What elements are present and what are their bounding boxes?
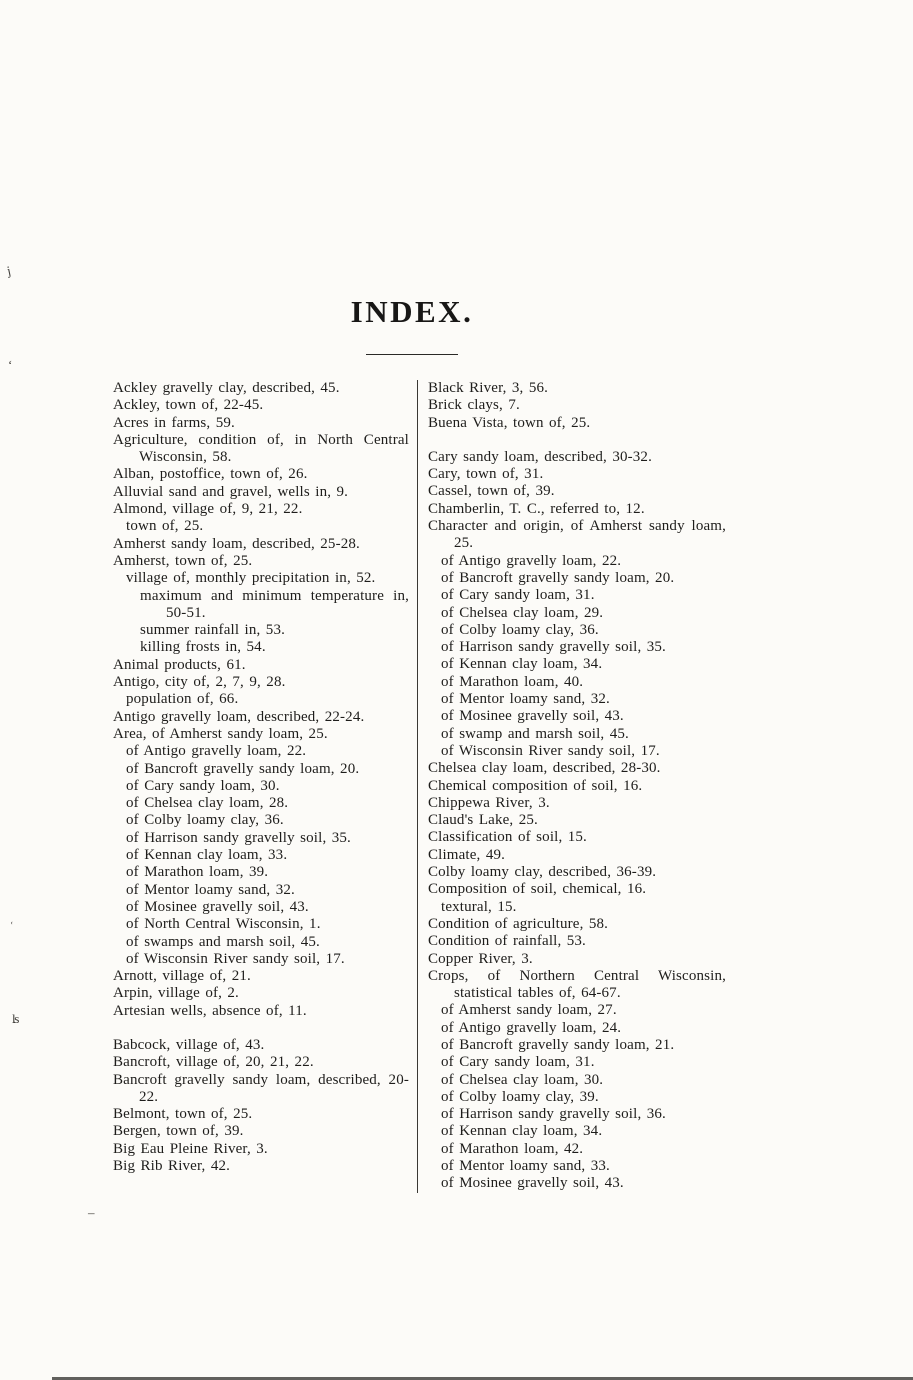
- index-entry: of Mentor loamy sand, 32.: [126, 881, 295, 898]
- index-entry: of Mentor loamy sand, 32.: [441, 691, 610, 708]
- index-entry: of Bancroft gravelly sandy loam, 21.: [441, 1036, 675, 1053]
- index-entry: Cary sandy loam, described, 30-32.: [428, 448, 652, 465]
- index-entry: of Chelsea clay loam, 30.: [441, 1071, 604, 1088]
- index-entry: Chemical composition of soil, 16.: [428, 777, 643, 794]
- ink-speck: ‘: [8, 357, 13, 372]
- index-entry: of Marathon loam, 42.: [441, 1140, 584, 1157]
- index-entry: Arpin, village of, 2.: [113, 985, 239, 1002]
- index-entry: of Cary sandy loam, 31.: [441, 1054, 595, 1071]
- index-entry: Brick clays, 7.: [428, 397, 520, 414]
- index-entry: Ackley gravelly clay, described, 45.: [113, 380, 340, 396]
- index-entry: Arnott, village of, 21.: [113, 968, 251, 985]
- index-entry: of Amherst sandy loam, 27.: [441, 1002, 617, 1019]
- index-entry: killing frosts in, 54.: [140, 639, 266, 656]
- index-entry: Babcock, village of, 43.: [113, 1036, 265, 1053]
- index-column-left: [113, 380, 409, 1193]
- index-entry: Bancroft, village of, 20, 21, 22.: [113, 1054, 314, 1071]
- index-entry: of Bancroft gravelly sandy loam, 20.: [441, 569, 675, 586]
- index-entry: of swamps and marsh soil, 45.: [126, 933, 320, 950]
- index-entry: of Mosinee gravelly soil, 43.: [441, 1175, 624, 1192]
- page-title: INDEX.: [350, 294, 474, 329]
- index-entry: Cary, town of, 31.: [428, 466, 544, 483]
- index-entry: Buena Vista, town of, 25.: [428, 414, 591, 431]
- index-entry: Ackley, town of, 22-45.: [113, 397, 264, 414]
- index-entry: of Kennan clay loam, 34.: [441, 1123, 603, 1140]
- index-entry: maximum and minimum temperature in, 50-51.: [140, 587, 409, 621]
- index-entry: of swamp and marsh soil, 45.: [441, 725, 629, 742]
- index-entry: Copper River, 3.: [428, 950, 533, 967]
- ink-speck: –: [88, 1205, 95, 1220]
- index-entry: Composition of soil, chemical, 16.: [428, 881, 647, 898]
- index-entry: Classification of soil, 15.: [428, 829, 587, 846]
- index-entry: of Wisconsin River sandy soil, 17.: [126, 950, 345, 967]
- index-entry: of Kennan clay loam, 34.: [441, 656, 603, 673]
- index-entry: of Harrison sandy gravelly soil, 36.: [441, 1106, 666, 1123]
- index-entry: Belmont, town of, 25.: [113, 1106, 253, 1123]
- index-entry: Antigo gravelly loam, described, 22-24.: [113, 708, 365, 725]
- index-entry: Chamberlin, T. C., referred to, 12.: [428, 500, 645, 517]
- index-column-right: [428, 380, 726, 1193]
- index-entry: of Mosinee gravelly soil, 43.: [441, 708, 624, 725]
- index-entry: of Mentor loamy sand, 33.: [441, 1158, 610, 1175]
- index-entry: of Antigo gravelly loam, 22.: [441, 552, 622, 569]
- index-entry: of Colby loamy clay, 39.: [441, 1088, 599, 1105]
- index-entry: Antigo, city of, 2, 7, 9, 28.: [113, 674, 286, 691]
- index-entry: of Cary sandy loam, 31.: [441, 587, 595, 604]
- ink-speck: ʿ: [7, 918, 15, 935]
- index-entry: Alluvial sand and gravel, wells in, 9.: [113, 483, 349, 500]
- ink-speck: ʪ: [12, 1011, 20, 1026]
- index-entry: Black River, 3, 56.: [428, 380, 549, 396]
- index-entry: Crops, of Northern Central Wisconsin, statistical tables of, 64-67.: [428, 967, 726, 1002]
- index-entry: Chippewa River, 3.: [428, 794, 550, 811]
- index-entry: Character and origin, of Amherst sandy loam, 25.: [428, 518, 726, 552]
- index-entry: population of, 66.: [126, 691, 239, 708]
- index-entry: of Colby loamy clay, 36.: [126, 812, 284, 829]
- index-entry: Artesian wells, absence of, 11.: [113, 1002, 307, 1019]
- index-entry: Agriculture, condition of, in North Central Wisconsin, 58.: [113, 431, 409, 466]
- index-entry: of Cary sandy loam, 30.: [126, 777, 280, 794]
- index-entry: of Marathon loam, 39.: [126, 864, 269, 881]
- title-rule: [366, 354, 458, 355]
- index-entry: of Antigo gravelly loam, 22.: [126, 743, 307, 760]
- index-entry: of Chelsea clay loam, 29.: [441, 604, 604, 621]
- index-entry: of Harrison sandy gravelly soil, 35.: [126, 829, 351, 846]
- index-entry: Alban, postoffice, town of, 26.: [113, 466, 308, 483]
- ink-speck: j: [5, 262, 13, 279]
- index-entry: Amherst sandy loam, described, 25-28.: [113, 535, 360, 552]
- index-entry: Cassel, town of, 39.: [428, 483, 555, 500]
- index-entry: of Harrison sandy gravelly soil, 35.: [441, 639, 666, 656]
- index-entry: Bancroft gravelly sandy loam, described, 20-22.: [113, 1071, 409, 1105]
- index-entry: of Colby loamy clay, 36.: [441, 621, 599, 638]
- index-entry: Bergen, town of, 39.: [113, 1123, 244, 1140]
- index-entry: Chelsea clay loam, described, 28-30.: [428, 760, 661, 777]
- index-entry: summer rainfall in, 53.: [140, 622, 286, 639]
- index-entry: of Chelsea clay loam, 28.: [126, 795, 289, 812]
- index-entry: town of, 25.: [126, 518, 204, 535]
- index-entry: Big Rib River, 42.: [113, 1158, 231, 1175]
- index-columns: [113, 380, 735, 1193]
- index-entry: Condition of rainfall, 53.: [428, 933, 586, 950]
- index-entry: of North Central Wisconsin, 1.: [126, 916, 321, 933]
- index-entry: Acres in farms, 59.: [113, 414, 235, 431]
- index-entry: of Antigo gravelly loam, 24.: [441, 1019, 622, 1036]
- index-entry: Almond, village of, 9, 21, 22.: [113, 501, 303, 518]
- index-entry: Animal products, 61.: [113, 656, 246, 673]
- index-entry: textural, 15.: [441, 898, 517, 915]
- index-entry: Big Eau Pleine River, 3.: [113, 1140, 268, 1157]
- index-entry: Claud's Lake, 25.: [428, 812, 538, 829]
- index-entry: Climate, 49.: [428, 846, 506, 863]
- column-divider: [417, 380, 418, 1193]
- index-entry: Amherst, town of, 25.: [113, 552, 253, 569]
- index-entry: of Marathon loam, 40.: [441, 673, 584, 690]
- index-entry: Area, of Amherst sandy loam, 25.: [113, 725, 328, 742]
- index-entry: of Bancroft gravelly sandy loam, 20.: [126, 760, 360, 777]
- index-entry: of Wisconsin River sandy soil, 17.: [441, 742, 660, 759]
- index-entry: Colby loamy clay, described, 36-39.: [428, 864, 657, 881]
- index-entry: village of, monthly precipitation in, 52.: [126, 570, 376, 587]
- index-entry: Condition of agriculture, 58.: [428, 915, 609, 932]
- index-entry: of Kennan clay loam, 33.: [126, 847, 288, 864]
- index-entry: of Mosinee gravelly soil, 43.: [126, 898, 309, 915]
